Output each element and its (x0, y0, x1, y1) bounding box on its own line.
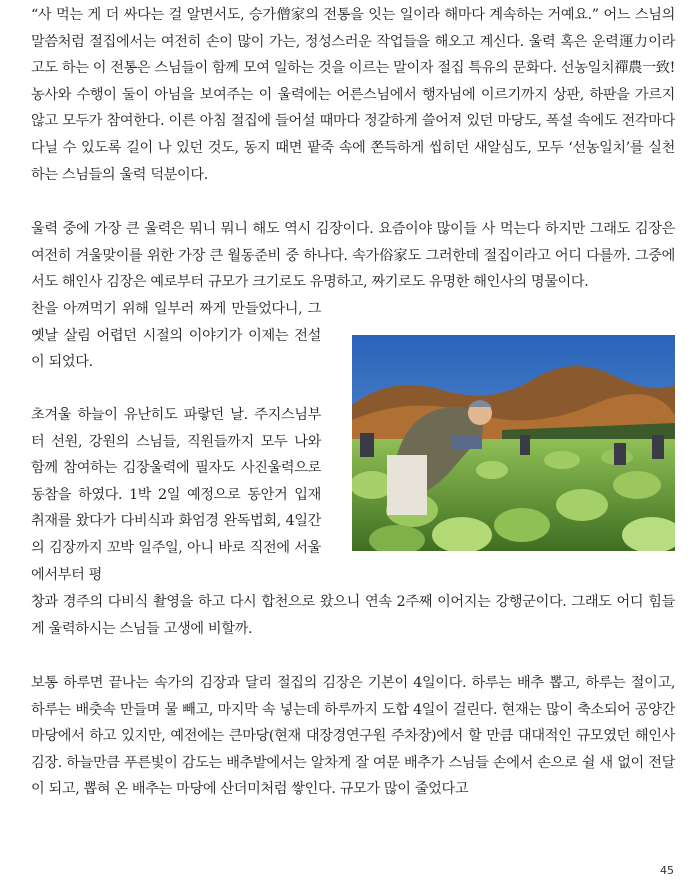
paragraph-winter-full: 창과 경주의 다비식 촬영을 하고 다시 합천으로 왔으니 연속 2주째 이어지는 강행군이다. 그래도 어디 힘들게 울력하시는 스님들 고생에 비할까. (31, 594, 675, 637)
paragraph-winter-wrap: 초겨울 하늘이 유난히도 파랗던 날. 주지스님부터 선원, 강원의 스님들, 직원들까지 모두 나와 함께 참여하는 김장울력에 필자도 사진울력으로 동참을 하였다. 1박 2일 예정으로 동안거 입재 취재를 왔다가 다비식과 화엄경 완독법회, 4일간의 김장까지 꼬박 일주일, 아니 바로 직전에 서울에서부터 평 (31, 407, 321, 583)
paragraph-process: 보통 하루면 끝나는 속가의 김장과 달리 절집의 김장은 기본이 4일이다. 하루는 배추 뽑고, 하루는 절이고, 하루는 배춧속 만들며 물 빼고, 마지막 속 넣는데 하루까지 도합 4일이 걸린다. 현재는 많이 축소되어 공양간 마당에서 하고 있지만, 예전에는 큰마당(현재 대장경연구원 주차장)에서 할 만큼 대대적인 규모였던 해인사 김장. 하늘만큼 푸른빛이 감도는 배추밭에서는 알차게 잘 여문 배추가 스님들 손에서 손으로 쉴 새 없이 전달이 되고, 뽑혀 온 배추는 마당에 산더미처럼 쌓인다. 규모가 많이 줄었다고 (31, 675, 675, 798)
paragraph-kimjang-wrap: 찬을 아껴먹기 위해 일부러 짜게 만들었다니, 그 옛날 살림 어렵던 시절의 이야기가 이제는 전설이 되었다. (31, 301, 321, 371)
kimjang-photo (352, 335, 675, 551)
page-number: 45 (660, 864, 674, 877)
photo-illustration (352, 335, 675, 551)
paragraph-intro: “사 먹는 게 더 싸다는 걸 알면서도, 승가僧家의 전통을 잇는 일이라 해마다 계속하는 거예요.” 어느 스님의 말씀처럼 절집에서는 여전히 손이 많이 가는, 정성스러운 작업들을 해오고 계신다. 울력 혹은 운력運力이라고도 하는 이 전통은 스님들이 함께 모여 일하는 것을 이르는 말이자 절집 특유의 문화다. 선농일치禪農一致! 농사와 수행이 둘이 아님을 보여주는 이 울력에는 어른스님에서 행자님에 이르기까지 상판, 하판을 가르지 않고 모두가 참여한다. 이른 아침 절집에 들어설 때마다 정갈하게 쓸어져 있던 마당도, 폭설 속에도 전각마다 다닐 수 있도록 길이 나 있던 것도, 동지 때면 팥죽 속에 쫀득하게 씹히던 새알심도, 모두 ‘선농일치’를 실천하는 스님들의 울력 덕분이다. (31, 7, 675, 183)
paragraph-kimjang-full: 울력 중에 가장 큰 울력은 뭐니 뭐니 해도 역시 김장이다. 요즘이야 많이들 사 먹는다 하지만 그래도 김장은 여전히 겨울맞이를 위한 가장 큰 월동준비 중 하나다. 속가俗家도 그러한데 절집이라고 어디 다를까. 그중에서도 해인사 김장은 예로부터 규모가 크기로도 유명하고, 짜기로도 유명한 해인사의 명물이다. (31, 221, 675, 291)
